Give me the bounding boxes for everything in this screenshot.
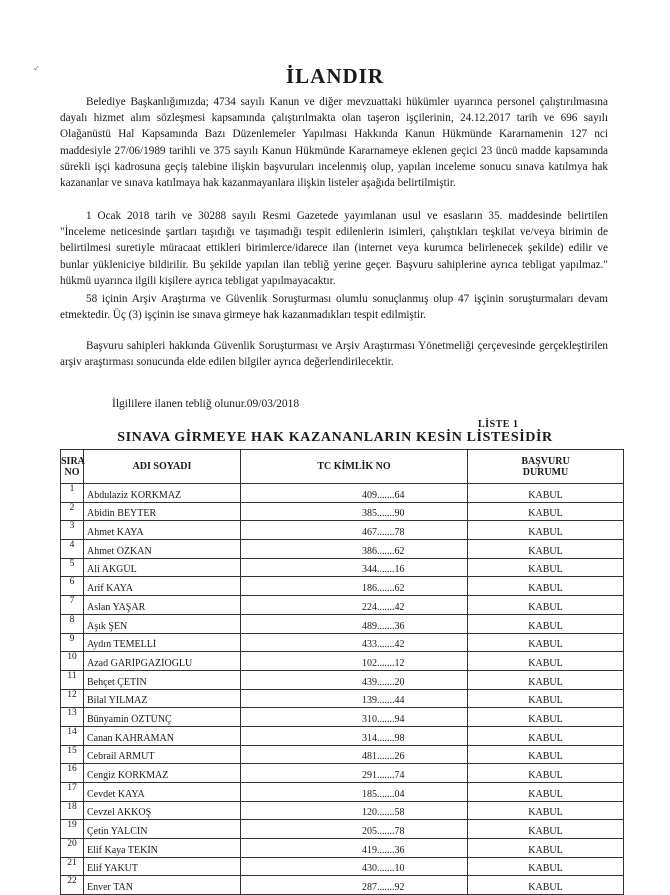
row-number-cell bbox=[61, 652, 84, 671]
row-tc-no-cell bbox=[241, 820, 468, 839]
row-number: 17 bbox=[67, 783, 77, 793]
row-status-cell bbox=[468, 876, 624, 895]
row-tc-no-cell bbox=[241, 558, 468, 577]
row-number-cell bbox=[61, 577, 84, 596]
scan-speck: ✓ bbox=[33, 64, 40, 73]
row-number: 3 bbox=[69, 521, 75, 532]
row-name-cell bbox=[84, 783, 241, 802]
row-tc-no-cell bbox=[241, 521, 468, 540]
row-name-cell bbox=[84, 596, 241, 615]
table-row bbox=[61, 876, 624, 895]
row-name: Canan KAHRAMAN bbox=[87, 732, 174, 744]
row-status: KABUL bbox=[528, 545, 563, 557]
row-tc-no-cell bbox=[241, 726, 468, 745]
table-row bbox=[61, 652, 624, 671]
row-status-cell bbox=[468, 596, 624, 615]
paragraph-1 bbox=[60, 94, 608, 191]
row-name: Azad GARİPGAZİOGLU bbox=[87, 657, 193, 669]
row-number: 13 bbox=[67, 708, 77, 719]
row-tc-no: 439.......20 bbox=[362, 676, 405, 688]
row-tc-no: 139.......44 bbox=[362, 695, 405, 707]
row-name: Bilal YILMAZ bbox=[87, 695, 148, 707]
page-title: İLANDIR bbox=[285, 64, 384, 88]
row-number-cell bbox=[61, 596, 84, 615]
row-number-cell bbox=[61, 857, 84, 876]
row-status-cell bbox=[468, 726, 624, 745]
row-name: Abidin BEYTER bbox=[87, 508, 157, 520]
row-tc-no-cell bbox=[241, 652, 468, 671]
row-name: Cebrail ARMUT bbox=[87, 751, 155, 763]
paragraph-4 bbox=[60, 338, 608, 370]
row-name: Elif Kaya TEKİN bbox=[87, 844, 158, 856]
row-status: KABUL bbox=[528, 657, 563, 669]
row-name: Arif KAYA bbox=[87, 583, 134, 595]
row-number: 19 bbox=[67, 820, 77, 831]
row-status: KABUL bbox=[528, 489, 563, 501]
row-number: 15 bbox=[67, 745, 77, 756]
row-number-cell bbox=[61, 633, 84, 652]
row-status: KABUL bbox=[528, 564, 563, 576]
row-tc-no: 205.......78 bbox=[362, 826, 405, 838]
table-row bbox=[61, 708, 624, 727]
paragraph-4-text: Başvuru sahipleri hakkında Güvenlik Soruşturması ve Arşiv Araştırması Yönetmeliği çerçevesinde gerçekleştirilen arşiv araştırması sonucunda elde edilen bilgiler ayrıca değerlendirilecektir. bbox=[60, 340, 608, 369]
row-name-cell bbox=[84, 839, 241, 858]
row-tc-no-cell bbox=[241, 801, 468, 820]
row-status: KABUL bbox=[528, 826, 563, 838]
row-tc-no: 386.......62 bbox=[362, 545, 405, 557]
paragraph-2-text: 1 Ocak 2018 tarih ve 30288 sayılı Resmi Gazetede yayımlanan usul ve esasların 35. maddesinde belirtilen "İnceleme neticesinde şartları taşıdığı ve taşımadığı tespit edilenlerin isimleri, çalıştıkları teşkilat ve/veya birimin de belirtilmesi suretiyle müracaat ettikleri birimlerce/idarece ilan (internet veya kurumca belirlenecek şekilde) edilir ve bunlar yükleniciye bildirilir. Bu şekilde yapılan ilan tebliğ yerine geçer. Başvuru sahiplerine ayrıca tebligat yapılmaz." hükmü uyarınca ilgili kişilere ayrıca tebligat yapılmayacaktır. bbox=[60, 210, 608, 287]
row-name-cell bbox=[84, 614, 241, 633]
row-tc-no-cell bbox=[241, 764, 468, 783]
row-number-cell bbox=[61, 502, 84, 521]
row-tc-no: 467.......78 bbox=[362, 527, 405, 539]
row-tc-no: 120.......58 bbox=[362, 807, 405, 819]
row-name: Enver TAN bbox=[87, 882, 133, 894]
table-row bbox=[61, 764, 624, 783]
row-status: KABUL bbox=[528, 770, 563, 781]
row-status-cell bbox=[468, 614, 624, 633]
row-tc-no: 419.......36 bbox=[362, 844, 405, 856]
row-status: KABUL bbox=[528, 751, 563, 763]
row-status: KABUL bbox=[528, 732, 563, 744]
row-status-cell bbox=[468, 764, 624, 783]
row-number-cell bbox=[61, 783, 84, 802]
row-status-cell bbox=[468, 577, 624, 596]
row-status: KABUL bbox=[528, 601, 563, 613]
row-number: 6 bbox=[69, 577, 75, 588]
row-name: Ahmet KAYA bbox=[87, 527, 144, 539]
row-status-cell bbox=[468, 839, 624, 858]
row-status-cell bbox=[468, 633, 624, 652]
row-name: Cevzel AKKOŞ bbox=[87, 807, 152, 819]
row-number: 10 bbox=[67, 652, 77, 663]
row-status: KABUL bbox=[528, 695, 563, 707]
row-number-cell bbox=[61, 801, 84, 820]
row-number-cell bbox=[61, 689, 84, 708]
row-tc-no-cell bbox=[241, 540, 468, 559]
row-number-cell bbox=[61, 521, 84, 540]
table-title: SINAVA GİRMEYE HAK KAZANANLARIN KESİN LİSTESİDİR bbox=[117, 430, 553, 445]
row-number: 16 bbox=[67, 764, 77, 775]
row-status: KABUL bbox=[528, 844, 563, 856]
row-tc-no: 433.......42 bbox=[362, 639, 405, 651]
row-status: KABUL bbox=[528, 882, 563, 894]
row-status: KABUL bbox=[528, 788, 563, 800]
row-name-cell bbox=[84, 820, 241, 839]
row-name: Abdulaziz KORKMAZ bbox=[87, 489, 182, 501]
row-tc-no-cell bbox=[241, 876, 468, 895]
row-name-cell bbox=[84, 689, 241, 708]
row-status-cell bbox=[468, 521, 624, 540]
row-number: 5 bbox=[69, 558, 75, 569]
header-status bbox=[468, 450, 624, 484]
row-name: Ahmet ÖZKAN bbox=[87, 545, 152, 557]
row-number-cell bbox=[61, 670, 84, 689]
row-number-cell bbox=[61, 540, 84, 559]
row-status: KABUL bbox=[528, 863, 563, 875]
row-name-cell bbox=[84, 801, 241, 820]
table-row bbox=[61, 614, 624, 633]
row-name-cell bbox=[84, 876, 241, 895]
row-status-cell bbox=[468, 820, 624, 839]
row-number-cell bbox=[61, 726, 84, 745]
row-tc-no: 489.......36 bbox=[362, 620, 405, 632]
row-tc-no-cell bbox=[241, 614, 468, 633]
row-number: 14 bbox=[67, 726, 77, 737]
header-no-line1: SIRA bbox=[61, 455, 85, 467]
row-tc-no: 430.......10 bbox=[362, 863, 405, 875]
row-number: 21 bbox=[67, 857, 77, 868]
header-no bbox=[61, 450, 84, 484]
row-name: Aşık ŞEN bbox=[87, 620, 128, 632]
row-number-cell bbox=[61, 745, 84, 764]
row-name-cell bbox=[84, 502, 241, 521]
row-name: Cevdet KAYA bbox=[87, 788, 145, 800]
row-name-cell bbox=[84, 857, 241, 876]
table-row bbox=[61, 857, 624, 876]
row-name-cell bbox=[84, 540, 241, 559]
row-status-cell bbox=[468, 783, 624, 802]
row-status-cell bbox=[468, 689, 624, 708]
row-name-cell bbox=[84, 670, 241, 689]
row-name-cell bbox=[84, 577, 241, 596]
table-header-row bbox=[61, 450, 624, 484]
row-status-cell bbox=[468, 670, 624, 689]
row-tc-no: 481.......26 bbox=[362, 751, 405, 763]
results-table bbox=[60, 449, 624, 895]
row-name-cell bbox=[84, 633, 241, 652]
row-number-cell bbox=[61, 876, 84, 895]
row-tc-no-cell bbox=[241, 577, 468, 596]
row-name: Elif YAKUT bbox=[87, 863, 139, 875]
row-status-cell bbox=[468, 652, 624, 671]
row-number-cell bbox=[61, 764, 84, 783]
row-number: 4 bbox=[69, 540, 75, 551]
row-name: Çetin YALCIN bbox=[87, 826, 148, 838]
row-number: 22 bbox=[67, 876, 77, 887]
row-status-cell bbox=[468, 484, 624, 503]
table-row bbox=[61, 745, 624, 764]
header-status-line1: BAŞVURU bbox=[521, 455, 570, 467]
row-tc-no: 385.......90 bbox=[362, 508, 405, 520]
row-tc-no-cell bbox=[241, 857, 468, 876]
row-number: 11 bbox=[67, 670, 77, 681]
row-number-cell bbox=[61, 708, 84, 727]
paragraph-1-text: Belediye Başkanlığımızda; 4734 sayılı Kanun ve diğer mevzuattaki hükümler uyarınca personel çalıştırılmasına dayalı hizmet alım sözleşmesi kapsamında çalıştırılmakta olan taşeron işçilerinin, 24.12.2017 tarih ve 696 sayılı Olağanüstü Hal Kapsamında Bazı Düzenlemeler Yapılması Hakkında Kanun Hükmünde Kararnamenin 127 nci maddesiyle 27/06/1989 tarihli ve 375 sayılı Kanun Hükmünde Kararnameye eklenen geçici 23 üncü madde kapsamında sürekli işçi kadrosuna geçiş talebine ilişkin başvuruları incelenmiş olup, yapılan inceleme sonucu sınava katılmya hak kazananlar ve sınava katılmaya hak kazanmayanlara ilişkin listeler aşağıda belirtilmiştir. bbox=[60, 96, 608, 190]
row-name: Ali AKGÜL bbox=[87, 564, 137, 576]
table-row bbox=[61, 726, 624, 745]
row-tc-no: 310.......94 bbox=[362, 713, 405, 725]
row-name-cell bbox=[84, 745, 241, 764]
paragraph-3 bbox=[60, 291, 608, 323]
paragraph-2 bbox=[60, 208, 608, 289]
table-row bbox=[61, 521, 624, 540]
row-tc-no: 409.......64 bbox=[362, 489, 405, 501]
row-name: Behçet ÇETİN bbox=[87, 676, 147, 688]
row-name: Bünyamin ÖZTÜNÇ bbox=[87, 713, 172, 725]
row-number: 2 bbox=[69, 502, 75, 513]
header-status-line2: DURUMU bbox=[522, 466, 569, 478]
table-row bbox=[61, 484, 624, 503]
table-row bbox=[61, 596, 624, 615]
row-number: 8 bbox=[69, 614, 75, 625]
row-number-cell bbox=[61, 558, 84, 577]
row-tc-no-cell bbox=[241, 484, 468, 503]
row-name: Aydın TEMELLİ bbox=[87, 639, 157, 651]
row-status: KABUL bbox=[528, 639, 563, 651]
row-number-cell bbox=[61, 614, 84, 633]
table-row bbox=[61, 820, 624, 839]
table-row bbox=[61, 633, 624, 652]
row-tc-no-cell bbox=[241, 839, 468, 858]
row-name-cell bbox=[84, 764, 241, 783]
row-tc-no: 186.......62 bbox=[362, 583, 405, 595]
row-number: 1 bbox=[69, 484, 75, 494]
row-number: 18 bbox=[67, 801, 77, 812]
row-name: Cengiz KORKMAZ bbox=[87, 770, 169, 781]
header-no-line2: NO bbox=[64, 466, 80, 478]
row-status: KABUL bbox=[528, 508, 563, 520]
row-status-cell bbox=[468, 857, 624, 876]
row-tc-no: 291.......74 bbox=[362, 770, 405, 781]
row-tc-no: 314.......98 bbox=[362, 732, 405, 744]
row-name-cell bbox=[84, 652, 241, 671]
table-row bbox=[61, 839, 624, 858]
row-tc-no-cell bbox=[241, 596, 468, 615]
row-name-cell bbox=[84, 558, 241, 577]
notice-date: İlgililere ilanen tebliğ olunur.09/03/2018 bbox=[112, 398, 300, 410]
row-name-cell bbox=[84, 521, 241, 540]
row-number: 20 bbox=[67, 839, 77, 850]
row-status-cell bbox=[468, 502, 624, 521]
row-tc-no-cell bbox=[241, 633, 468, 652]
row-tc-no: 344.......16 bbox=[362, 564, 405, 576]
row-status-cell bbox=[468, 558, 624, 577]
row-status-cell bbox=[468, 708, 624, 727]
table-row bbox=[61, 558, 624, 577]
row-number: 12 bbox=[67, 689, 77, 700]
table-row bbox=[61, 783, 624, 802]
row-tc-no-cell bbox=[241, 708, 468, 727]
row-tc-no: 185.......04 bbox=[362, 788, 405, 800]
row-status: KABUL bbox=[528, 807, 563, 819]
row-tc-no: 102.......12 bbox=[362, 657, 405, 669]
row-status-cell bbox=[468, 801, 624, 820]
list-label: LİSTE 1 bbox=[478, 419, 519, 430]
row-name-cell bbox=[84, 484, 241, 503]
row-tc-no-cell bbox=[241, 689, 468, 708]
paragraph-3-text: 58 içinin Arşiv Araştırma ve Güvenlik Soruşturması olumlu sonuçlanmış olup 47 işçinin soruşturmaları devam etmektedir. Üç (3) işçinin ise sınava girmeye hak kazanmadıkları tespit edilmiştir. bbox=[60, 293, 608, 322]
row-status: KABUL bbox=[528, 620, 563, 632]
row-number-cell bbox=[61, 820, 84, 839]
row-status: KABUL bbox=[528, 713, 563, 725]
table-row bbox=[61, 801, 624, 820]
row-name-cell bbox=[84, 726, 241, 745]
row-number-cell bbox=[61, 839, 84, 858]
row-tc-no-cell bbox=[241, 783, 468, 802]
table-row bbox=[61, 540, 624, 559]
row-status: KABUL bbox=[528, 527, 563, 539]
row-status: KABUL bbox=[528, 583, 563, 595]
row-tc-no-cell bbox=[241, 670, 468, 689]
row-name-cell bbox=[84, 708, 241, 727]
header-tc: TC KİMLİK NO bbox=[241, 450, 468, 484]
row-tc-no: 287.......92 bbox=[362, 882, 405, 894]
row-name: Aslan YAŞAR bbox=[87, 601, 146, 613]
row-status-cell bbox=[468, 745, 624, 764]
row-status-cell bbox=[468, 540, 624, 559]
row-number: 7 bbox=[69, 596, 75, 607]
table-row bbox=[61, 502, 624, 521]
row-tc-no-cell bbox=[241, 502, 468, 521]
table-row bbox=[61, 670, 624, 689]
header-name: ADI SOYADI bbox=[84, 450, 241, 484]
table-row bbox=[61, 689, 624, 708]
row-tc-no: 224.......42 bbox=[362, 601, 405, 613]
row-status: KABUL bbox=[528, 676, 563, 688]
row-number: 9 bbox=[69, 633, 75, 644]
table-row bbox=[61, 577, 624, 596]
row-tc-no-cell bbox=[241, 745, 468, 764]
row-number-cell bbox=[61, 484, 84, 503]
